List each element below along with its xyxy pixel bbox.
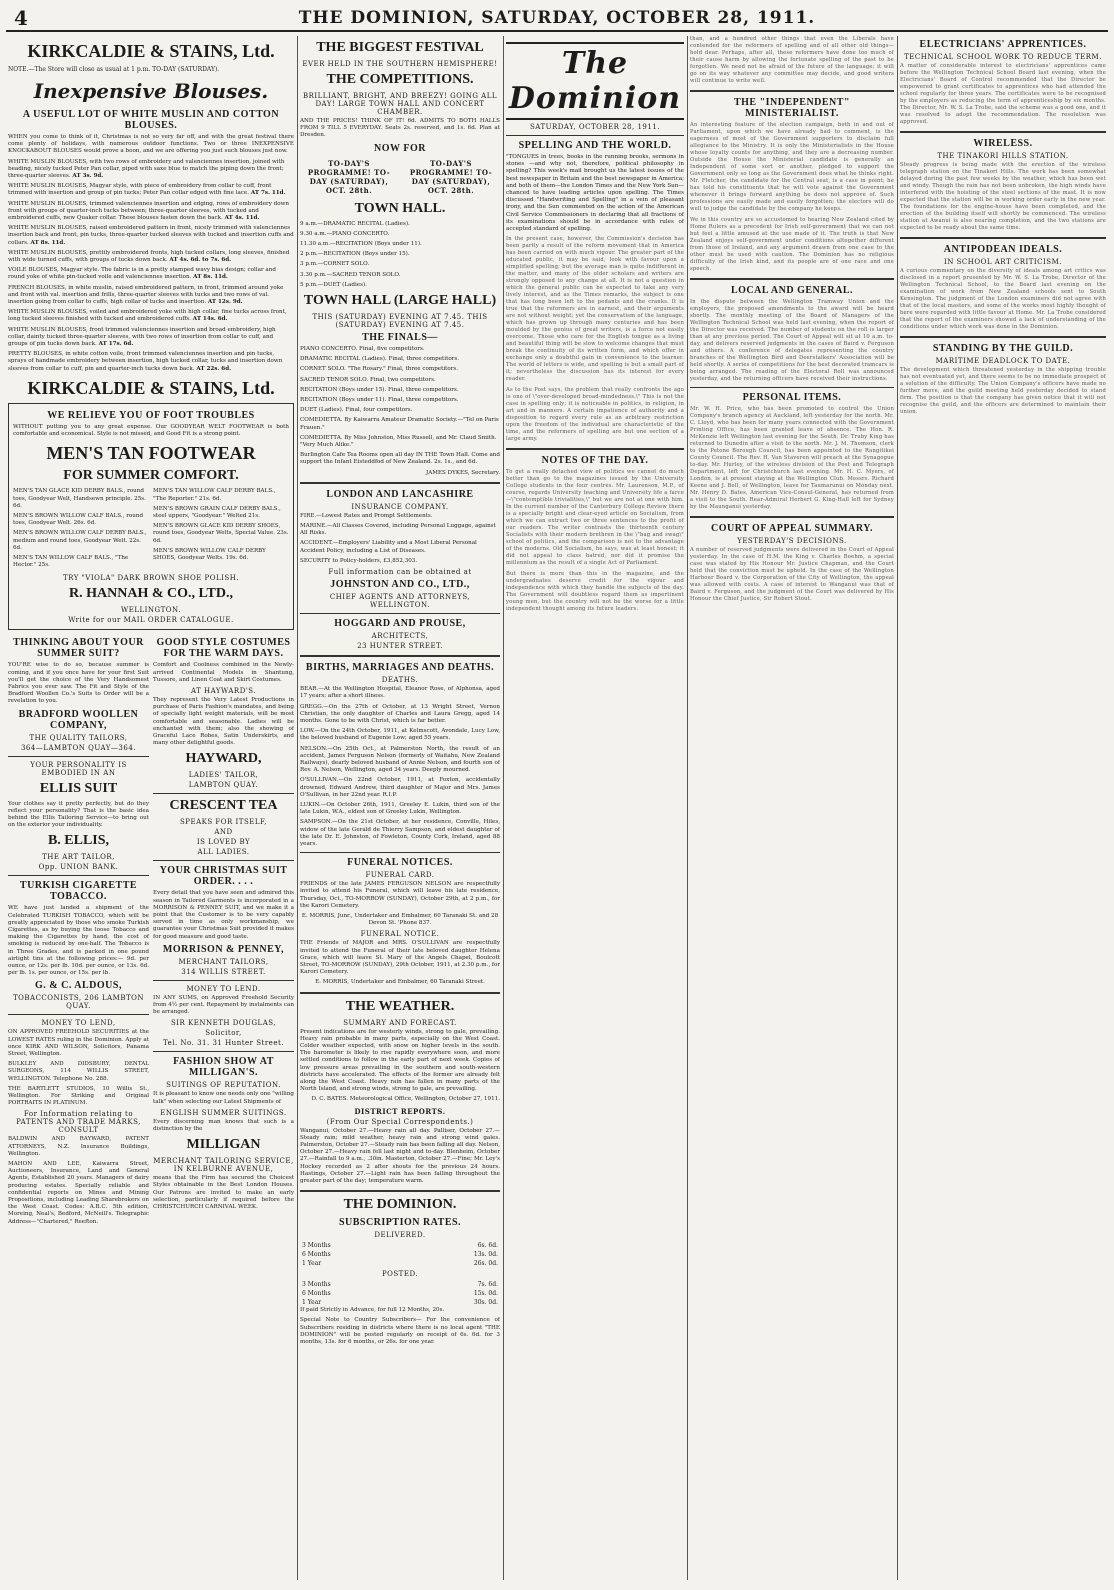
money-lend-text: ON APPROVED FREEHOLD SECURITIES at the LOWEST RATES ruling in the Dominion. Apply at once KIRK AND WILSON, Solicitors, Panama Street, Wellington. xyxy=(8,1029,149,1057)
special-note: Special Note to Country Subscribers— For the convenience of Subscribers residing in districts where there is no local agent "THE DOMINION" will be posted regularly on receipt of 6s. 6d. for 3 months, 13s. for 6 months, or 26s. for one year. xyxy=(300,1317,500,1346)
festival-heading: THE BIGGEST FESTIVAL xyxy=(316,40,484,55)
finals-item: COMEDIETTA. By Kaiwarra Amateur Dramatic Society.—"Tel on Paris Frauen." xyxy=(300,417,499,431)
table-row: 3 Months 7s. 6d. xyxy=(302,1281,498,1289)
antipodean-heading: ANTIPODEAN IDEALS. xyxy=(943,244,1063,255)
table-row: 6 Months 15s. 0d. xyxy=(302,1290,498,1298)
baldwin-text: BALDWIN AND RAYWARD, PATENT ATTORNEYS, N.Z. Insurance Buildings, Wellington. xyxy=(8,1136,149,1157)
table-row: 1 Year 30s. 0d. xyxy=(302,1299,498,1307)
personal-body: Mr. W. H. Price, who has been promoted to control the Union Company's branch agency at Auckland, left yesterday for the north. Mr. C. Lloyd, who has been for many years connected with the Government Printing Office, has been granted leave of absence. The Hon. R. McKenzie left Wellington last evening for the South. Dr. Truby King has returned to Dunedin after a visit to the north. Mr. J. M. Thomson, clerk to the Petone Borough Council, has been appointed to the Rangitikei County Council. The Rev. H. Van Staveren will preach at the Synagogue to-day. Mr. Hurley, of the wireless division of the Post and Telegraph Department, left for Christchurch last evening. Mr. H. C. Myers, of London, is at present staying at the Wellington Club. Messrs. Richard Keene and J. Bell, of Wellington, leave for Taumarunui on Monday next. Mr. Henry D. Bates, American Vice-Consul-General, has returned from a visit to the South. Rear-Admiral Herbert G. King-Hall left for Sydney by the Maunganui yesterday. xyxy=(690,406,894,510)
good-style-text: Comfort and Coolness combined in the Newly-arrived Continental Models in Shantung, Tussore, and Linen Coat and Skirt Costumes. xyxy=(153,662,294,683)
today-right: TO-DAY'S PROGRAMME! TO-DAY (SATURDAY), OCT. 28th. xyxy=(409,158,493,195)
festival-sub: EVER HELD IN THE SOUTHERN HEMISPHERE! xyxy=(302,60,498,68)
shoe-item: MEN'S TAN GLACE KID DERBY BALS., round toes, Goodyear Welt, Handsewn principle. 25s. 6d. xyxy=(13,488,146,509)
district-sub: (From Our Special Correspondents.) xyxy=(326,1117,474,1126)
blouse-item xyxy=(8,309,294,323)
town-hall2-heading: TOWN HALL (LARGE HALL) xyxy=(303,293,497,309)
crescent-line: ALL LADIES. xyxy=(197,848,250,857)
blouse-price: AT 7s. 11d. xyxy=(250,190,286,197)
electricians-body: A matter of considerable interest to electricians' apprentices came before the Wellington Technical School Board last evening, when the Electricians' Board of Control recommended that the Director be empowered to grant certificates to apprentices who had attended the school regularly for three years. The certificates were to be recognised by the employers as reducing the term of apprenticeship by six months. The Director, Mr. W. S. La Trobe, said the scheme was a good one, and it was resolved to adopt the recommendation. The resolution was approved. xyxy=(900,63,1106,125)
today-left: TO-DAY'S PROGRAMME! TO-DAY (SATURDAY), OCT. 28th. xyxy=(307,158,391,195)
blouse-item xyxy=(8,285,294,307)
blouses-subheading: A USEFUL LOT OF WHITE MUSLIN AND COTTON BLOUSES. xyxy=(22,109,280,131)
death-notice: O'SULLIVAN.—On 22nd October, 1911, at Foxton, accidentally drowned, Edward Andrew, third daughter of Major and Mrs. James O'Sullivan, in her 22nd year. R.I.P. xyxy=(300,777,500,798)
finals-item: DRAMATIC RECITAL (Ladies). Final, three competitors. xyxy=(300,356,460,363)
standing-sub: MARITIME DEADLOCK TO DATE. xyxy=(935,357,1071,365)
town-hall-item: 9 a.m.—DRAMATIC RECITAL (Ladies). xyxy=(300,220,410,227)
column-rule xyxy=(297,36,298,1580)
blouse-desc: WHITE MUSLIN BLOUSES, prettily embroidered fronts, high tucked collars, long sleeves, finished with wide turned cuffs, with groups of tucks down back. xyxy=(8,249,290,264)
milligan-name: MILLIGAN xyxy=(186,1137,261,1153)
fashion-text: It is pleasant to know one needs only one "willing talk" when selecting our Latest Shipments of xyxy=(153,1091,294,1105)
good-style-heading: GOOD STYLE COSTUMES FOR THE WARM DAYS. xyxy=(156,637,291,660)
weather-sub: SUMMARY AND FORECAST. xyxy=(343,1018,457,1027)
dominion-heading: THE DOMINION. xyxy=(343,1197,457,1213)
blouse-item xyxy=(8,183,294,197)
district-heading: DISTRICT REPORTS. xyxy=(354,1106,446,1116)
london-item: ACCIDENT.—Employers' Liability and a Most Liberal Personal Accident Policy, including a List of Diseases. xyxy=(300,540,477,554)
deaths-label: DEATHS. xyxy=(381,676,419,685)
town-hall-item: 5 p.m.—DUET (Ladies). xyxy=(300,281,367,288)
patents-heading: For Information relating to PATENTS AND TRADE MARKS, CONSULT xyxy=(16,1110,141,1135)
aldous-address: TOBACCONISTS, 206 LAMBTON QUAY. xyxy=(12,994,145,1011)
ellis-suit: ELLIS SUIT xyxy=(39,780,118,796)
column-advertisements-left xyxy=(8,36,294,1582)
finals-list xyxy=(300,346,500,449)
personal-heading: PERSONAL ITEMS. xyxy=(742,392,842,403)
hannah-city: WELLINGTON. xyxy=(121,606,181,615)
town-hall-item: 11.30 a.m.—RECITATION (Boys under 11). xyxy=(300,241,422,248)
tobacco-text: WE have just landed a shipment of the Celebrated TURKISH TOBACCO, which will be greatly appreciated by those who smoke Turkish Cigarettes, as by buying the loose Tobacco and making the Cigarettes by hand, the cost of smoking is reduced by one-half. The Tobacco is in Three Grades, and is packed in one pound airtight tins at the following prices:— 9d. per ounce, or 12s. per lb. 10d. per ounce, or 13s. 6d. per lb. 1s. per ounce, or 15s. per lb. xyxy=(8,905,149,977)
fashion-sub: SUITINGS OF REPUTATION. xyxy=(166,1081,281,1090)
town-hall-item: 3 p.m.—CORNET SOLO. xyxy=(300,261,370,268)
appeal-heading: COURT OF APPEAL SUMMARY. xyxy=(710,523,874,534)
weather-heading: THE WEATHER. xyxy=(345,998,455,1014)
funeral-2-signature: E. MORRIS, Undertaker and Embalmer, 60 Taranaki Street. xyxy=(315,979,485,986)
antipodean-body: A curious commentary on the diversity of ideals among art critics was disclosed in a report presented by Mr. W. S. La Trobe, Director of the Wellington Technical School, to the Board last evening on the examination of work from New Zealand schools sent to South Kensington. The judgment of the London examiners did not agree with that of the local masters, and some of the works most highly thought of here were regarded with little favour at Home. Mr. La Trobe considered that the report of the examiners showed a lack of understanding of the conditions under which work was done in the Dominion. xyxy=(900,268,1106,330)
finals-item: RECITATION (Boys under 15). Final, three competitors. xyxy=(300,386,459,393)
death-notice: LOW.—On the 24th October, 1911, at Kelmscott, Avondale, Lucy Low, the beloved husband of Eugenie Low; aged 55 years. xyxy=(300,728,500,742)
electricians-sub: TECHNICAL SCHOOL WORK TO REDUCE TERM. xyxy=(904,53,1102,61)
blouse-desc: FRENCH BLOUSES, in white muslin, raised embroidered pattern, in front, trimmed around yoke and front with val. insertion and frills, three-quarter sleeves with tucks and two rows of val. insertion going from collar to cuffs, high collar of tucks and insertion. xyxy=(8,284,284,306)
blouse-price: AT 8s. 11d. xyxy=(30,239,66,246)
blouse-price: AT 4s. 6d. to 7s. 6d. xyxy=(169,257,232,264)
table-row: 6 Months 13s. 0d. xyxy=(302,1251,498,1259)
column-rule xyxy=(503,36,504,1580)
funeral-notice-1: FRIENDS of the late JAMES FERGUSON NELSON are respectfully invited to attend his Funeral, which will leave his late residence, Thursday, Oct., TO-MORROW (SUNDAY), October 29th, at 2 p.m., for the Karori Cemetery. xyxy=(300,881,500,909)
death-notice: SAMPSON.—On the 21st October, at her residence, Conville, Hiles, widow of the late Gerald de Thierry Sampson, and eldest daughter of the late Dr. E. Johnston, of Fowleton, County Cork, Ireland, aged 88 years. xyxy=(300,819,500,847)
hannah-name: R. HANNAH & CO., LTD., xyxy=(69,586,233,602)
district-text: Wanganui, October 27.—Heavy rain all day. Palliser, October 27.—Steady rain; mild weather, heavy rain and strong wind gales. Palmerston, October 27.—Steady rain has been falling all day. Nelson, October 27.—Heavy rain fell last night and to-day. Blenheim, October 27.—Rainfall to 9 a.m., .30in. Masterton, October 27.—Fine; Mr. Ley's Hockey recorded as 2 after shouts for the previous 24 hours. Hastings, October 27.—Light rain has been falling throughout the greater part of the day; temperature warm. xyxy=(300,1127,500,1185)
johnston-name: JOHNSTON AND CO., LTD., xyxy=(330,579,470,591)
blouses-heading: Inexpensive Blouses. xyxy=(33,79,269,103)
finals-heading: THE FINALS— xyxy=(362,332,438,344)
mens-tan-heading: MEN'S TAN FOOTWEAR xyxy=(46,443,256,464)
town-hall-item: 3.30 p.m.—SACRED TENOR SOLO. xyxy=(300,271,401,278)
milligan-sub: MERCHANT TAILORING SERVICE, IN KELBURNE AVENUE, xyxy=(153,1157,294,1174)
blouse-price: AT 14s. 6d. xyxy=(192,316,228,323)
blouse-price: AT 3s. 9d. xyxy=(72,173,104,180)
blouse-desc: WHITE MUSLIN BLOUSES, front trimmed valenciennes insertion and broad embroidery, high collar, dainty tucked three-quarter sleeves, with two rows of insertion from collar to cuff, and groups of pin tucks down back. xyxy=(8,326,276,348)
antipodean-sub: IN SCHOOL ART CRITICISM. xyxy=(944,258,1062,266)
news-body: than, and a hundred other things that even the Liberals have contended for the reformers of spelling and of all other old things—hold dear. Perhaps, after all, these reformers have done too much of their cause harm by allowing the fortunate spelling of the past to be forgotten. We need not be afraid of the future of the language; it will go on its way whatever any committee may decide, and good writers will continue to write well. xyxy=(690,36,894,84)
column-rule xyxy=(897,36,898,1580)
column-news-right xyxy=(900,36,1106,1582)
hayward-sub: LADIES' TAILOR, xyxy=(188,771,259,780)
douglas-address: Tel. No. 31. 31 Hunter Street. xyxy=(162,1039,285,1048)
delivered-label: DELIVERED. xyxy=(374,1231,426,1240)
table-row: 3 Months 6s. 6d. xyxy=(302,1242,498,1250)
blouse-desc: WHITE MUSLIN BLOUSES, voiled and embroidered yoke with high collar, fine tucks across front, long tucked sleeves finished with tucked and embroidered cuffs. xyxy=(8,309,287,323)
london-info: Full information can be obtained at xyxy=(328,568,472,577)
bradford-sub: THE QUALITY TAILORS, xyxy=(29,733,128,742)
subscription-heading: SUBSCRIPTION RATES. xyxy=(338,1217,462,1229)
shoe-item: MEN'S TAN WILLOW CALF DERBY BALS., "The Reporter." 21s. 6d. xyxy=(153,488,276,502)
editorial-body: In the present case, however, the Commission's decision has been partly a result of the reform movement that in America has been carried on with much vigour. The greater part of the educated public, it may be said, look with favour upon a simplified spelling; but the average man is quite indifferent in the matter, and many of the older scholars and writers are strongly opposed to any change at all. It is not a question in which the general public can be expected to take any very lively interest, and as the Times remarks, the subject is one that has long been left to the pedants and the cranks. It is true that the reformers are in earnest, and their arguments are not without weight; yet the conservatism of the language, which has grown up through many centuries and has been moulded by the genius of great writers, is a force not easily overcome. Those who care for the English tongue as a living and beautiful thing will be slow to welcome changes that must break the continuity of its written form, and which offer in exchange only a doubtful gain in convenience to the learner. The world of letters is wide, and spelling is but a small part of it; nevertheless the discussion has its interest for every reader. xyxy=(506,236,684,383)
posted-rates-table xyxy=(300,1280,500,1307)
buckley-text: BULKLEY AND DIDSBURY, DENTAL SURGEONS, 114 WILLIS STREET, WELLINGTON. Telephone No. 288. xyxy=(8,1061,149,1082)
funeral-notice-2: THE Friends of MAJOR and MRS. O'SULLIVAN are respectfully invited to attend the Funeral of their late beloved daughter Helena Grace, which will leave St. Mary of the Angels Chapel, Boulcott Street, TO-MORROW (SUNDAY), 29th October, 1911, at 2.30 p.m., for Karori Cemetery. xyxy=(300,940,500,976)
foot-intro: WITHOUT putting you to any great expense. Our GOODYEAR WELT FOOTWEAR is both comfortable and economical. Style is not missed, and Good Fit is a strong point. xyxy=(13,423,289,438)
appeal-sub: YESTERDAY'S DECISIONS. xyxy=(737,537,847,545)
funeral-heading: FUNERAL NOTICES. xyxy=(347,857,453,869)
independent-heading: THE "INDEPENDENT" MINISTERIALIST. xyxy=(733,97,850,119)
blouse-price: AT 22s. 6d. xyxy=(196,365,232,372)
shoe-item: MEN'S BROWN GRAIN CALF DERBY BALS., steel uppers, "Goodyear." Welted 21s. xyxy=(153,505,281,519)
hayward-at: AT HAYWARD'S. xyxy=(190,686,257,695)
blouse-price: AT 12s. 9d. xyxy=(207,299,243,306)
competitions-sub: BRILLIANT, BRIGHT, AND BREEZY! GOING ALL DAY! LARGE TOWN HALL AND CONCERT CHAMBER. xyxy=(302,92,498,116)
hayward-address: LAMBTON QUAY. xyxy=(188,781,259,790)
london-sub: INSURANCE COMPANY. xyxy=(351,502,449,511)
johnston-sub: CHIEF AGENTS AND ATTORNEYS, WELLINGTON. xyxy=(329,593,471,610)
masthead xyxy=(6,6,1108,32)
milligan-text: means that the Firm has secured the Choicest Styles obtainable in the Best London Houses. Our Patrons are invited to make an early selection, particularly if required before the CHRISTCHURCH CARNIVAL WEEK. xyxy=(153,1175,294,1211)
paid-advance: If paid Strictly in Advance, for full 12 Months, 20s. xyxy=(300,1307,445,1314)
local-body: In the dispute between the Wellington Tramway Union and the employers, the proposed amendments to the award will be heard shortly. The monthly meeting of the Board of Managers of the Wellington Technical School was held last evening, when the report of the Director was received. The number of students on the roll is larger than at any previous period. The Court of Appeal will sit at 10 a.m. to-day, and delivers reserved judgments in the cases of Baird v. Ferguson and others. A conference of delegates representing the country branches of the Wellington Bird and Deerstalkers' Association will be held shortly. A series of competitions for the best decorated tramcars is being arranged. The reading of the Electoral Roll was announced yesterday, and the returning officers have received their instructions. xyxy=(690,299,894,382)
summer-suit-heading: THINKING ABOUT YOUR SUMMER SUIT? xyxy=(13,637,144,660)
deaths-list xyxy=(300,686,500,848)
fashion-heading: FASHION SHOW AT MILLIGAN'S. xyxy=(173,1056,274,1079)
hoggard-name: HOGGARD AND PROUSE, xyxy=(334,618,466,630)
crescent-line: IS LOVED BY xyxy=(196,838,251,847)
masthead-title: THE DOMINION, SATURDAY, OCTOBER 28, 1911. xyxy=(298,8,816,28)
ellis-sub: THE ART TAILOR, xyxy=(42,853,115,862)
column-festival-notices xyxy=(300,36,500,1582)
blouse-item xyxy=(8,250,294,264)
money2-heading: MONEY TO LEND. xyxy=(186,984,261,993)
hoggard-address: 23 HUNTER STREET. xyxy=(357,642,443,651)
blouse-desc: WHITE MUSLIN BLOUSES, trimmed valenciennes insertion and edging, rows of embroidery down front with groups of quarter-inch tucks between; three-quarter sleeves, with tucked and embroidered cuffs, new Quaker collar. These blouses fasten down the back. xyxy=(8,200,290,222)
shoe-item: MEN'S TAN WILLOW CALF BALS., "The Hector." 25s. xyxy=(13,554,129,569)
shoe-item: MEN'S BROWN WILLOW CALF DERBY SHOES, Goodyear Welts. 19s. 6d. xyxy=(153,547,266,561)
blouse-item xyxy=(8,201,294,223)
blouse-price: AT 8s. 11d. xyxy=(193,274,228,281)
standing-heading: STANDING BY THE GUILD. xyxy=(932,343,1074,354)
burlington-signature: JAMES DYKES, Secretary. xyxy=(425,469,500,476)
lower-ads-right xyxy=(153,634,294,1229)
wireless-heading: WIRELESS. xyxy=(973,138,1033,149)
death-notice: NELSON.—On 25th Oct., at Palmerston North, the result of an accident, James Ferguson Nelson (formerly of Waitahu, New Zealand Railways), dearly beloved husband of Annie Nelson, and fourth son of Rev. A. Nelson, Wellington, aged 34 years. Deeply mourned. xyxy=(300,745,500,774)
footwear-ad xyxy=(8,403,294,630)
crescent-line: AND xyxy=(214,828,233,837)
kirkcaldie-title: KIRKCALDIE & STAINS, Ltd. xyxy=(27,41,275,61)
competitions-text: AND THE PRICES! THINK OF IT! 6d. ADMITS TO BOTH HALLS FROM 9 TILL 5 EVERYDAY. Seats 2s. reserved, and 1s. 6d. Plan at Dresden. xyxy=(300,118,500,139)
blouse-item xyxy=(8,159,294,181)
spelling-paragraph: "TONGUES in trees, books in the running brooks, sermons in stones —and why not, therefore, political philosophy in spelling? This week's mail brought us the latest issues of the best newspaper in Britain and the best newspaper in America; and both of them—the London Times and the New York Sun—chanced to have leading articles upon spelling. The Times discussed "Handwriting and Spelling" in a vein of pleasant irony, and the Sun commented on the action of the American Civil Service Commissioners in declaring that all fractions of its examinations should be in accordance with rules of accepted standard of spelling. xyxy=(506,154,684,233)
funeral-card: FUNERAL CARD. xyxy=(365,871,435,880)
bartlett-text: THE BARTLETT STUDIOS, 10 Willis St., Wellington. For Striking and Original PORTRAITS IN PLATINUM. xyxy=(8,1085,149,1107)
weather-text: Present indications are for westerly winds, strong to gale, prevailing. Heavy rain probable in many parts, especially on the West Coast. Colder weather expected, with snow on higher levels in the south. The barometer is likely to rise rapidly everywhere soon, and more settled conditions to follow in the early part of next week. Copies of low pressure areas prevailing in the southern and south-western districts have accelerated. The effects of the former are already felt along the West Coast. Heavy rain has fallen in many parts of the North Island, and strong winds, strong to gale, are prevailing. xyxy=(300,1028,500,1093)
money-lend-heading: MONEY TO LEND, xyxy=(41,1019,116,1028)
births-heading: BIRTHS, MARRIAGES AND DEATHS. xyxy=(305,662,495,674)
lower-ads xyxy=(8,634,294,1229)
hannah-catalogue: Write for our MAIL ORDER CATALOGUE. xyxy=(68,616,234,625)
editorial-body: As to the Post says, the problem that really confronts the ago is one of \"over-developed broad-mindedness.\" This is not the case in spelling only; it is noticeable in politics, in religion, in art and in manners. A certain impatience of authority and a disposition to regard every rule as an arbitrary restriction upon the freedom of the individual are characteristic of the time, and the reformers of spelling are but one section of a large army. xyxy=(506,387,684,443)
finals-item: PIANO CONCERTO. Final, five competitors. xyxy=(300,346,425,353)
weather-signature: D. C. BATES. Meteorological Office, Wellington, October 27, 1911. xyxy=(311,1096,500,1103)
shoe-item: MEN'S BROWN GLACE KID DERBY SHOES, round toes, Goodyear Welts, Special Value. 23s. 6d. xyxy=(153,523,289,544)
spelling-heading: SPELLING AND THE WORLD. xyxy=(518,140,672,151)
morrison-name: MORRISON & PENNEY, xyxy=(162,943,285,955)
town-hall-heading: TOWN HALL. xyxy=(354,200,446,216)
wireless-body: Steady progress is being made with the erection of the wireless telegraph station on the Tinakori Hills. The work has been somewhat delayed during the past few weeks by the weather, which has been wet and windy. Though the rain has not been unbroken, the high winds have interfered with the hoisting of the steel sections of the mast. It is now expected that the station will be in working order early in the new year. The foundations for the engine-house have been completed, and the erection of the building itself will shortly be commenced. The wireless station at Awanui is also nearing completion, and the two stations are expected to be ready about the same time. xyxy=(900,162,1106,231)
blouse-desc: PRETTY BLOUSES, in white cotton voile, front trimmed valenciennes insertion and pin tucks, sprays of handmade embroidery between insertion, high tucked collar, tucks and insertion down sleeves from collar to cuff, pin and quarter-inch tucks down back. xyxy=(8,351,283,372)
summer-comfort-heading: FOR SUMMER COMFORT. xyxy=(63,468,239,484)
independent-body: We in this country are so accustomed to hearing New Zealand cited by Home Rulers as a precedent for Irish self-government that we can not but feel a little amused at the use made of it. The truth is that New Zealand enjoys self-government under conditions altogether different from those of Ireland, and any argument drawn from one case to the other must be used with caution. The Dominion has no religious difficulty of the Irish kind, and its people are of one race and one speech. xyxy=(690,217,894,272)
morrison-sub: MERCHANT TAILORS, xyxy=(178,957,269,966)
english-suitings: ENGLISH SUMMER SUITINGS. xyxy=(160,1108,287,1117)
blouse-item xyxy=(8,327,294,349)
independent-body: An interesting feature of the election campaign, both in and out of Parliament, upon which we have already had to comment, is the eagerness of most of the Government supporters to disclaim full allegiance to the Ministry. It is only the Ministerialists in the House whose loyalty counts for anything, and they are a decreasing number. Outside the House the Ministerial candidate is generally an Independent of some sort or another, pledged to support the Government only so long as the Government does what he thinks right. Mr. Fletcher, the candidate for the Central seat, is a case in point; he has told his constituents that he will vote against the Government whenever it brings forward anything he does not approve of. Such professions are easily made and easily forgotten; the electors will do well to judge the candidate by the company he keeps. xyxy=(690,122,894,212)
today-programmes xyxy=(300,157,500,197)
blouse-price: AT 4s. 11d. xyxy=(224,215,260,222)
editorial-dateline: SATURDAY, OCTOBER 28, 1911. xyxy=(529,123,660,131)
blouse-desc: WHITE MUSLIN BLOUSES, with two rows of embroidery and valenciennes insertion, joined with beading, nicely tucked Peter Pan collar, piped with saxe blue to match the piping down the front; three-quarter sleeves. xyxy=(8,158,285,180)
electricians-heading: ELECTRICIANS' APPRENTICES. xyxy=(919,39,1087,50)
column-news xyxy=(690,36,894,1582)
christmas-text: Every detail that you have seen and admired this season in Tailored Garments is incorporated in a MORRISON & PENNEY SUIT, and we make it a point that the Customer is to be very capably served in time as only workmanship, we guarantee your Christmas Suit provided it makes for good measure and good taste. xyxy=(153,890,294,940)
morrison-address: 314 WILLIS STREET. xyxy=(181,967,266,976)
money2-text: IN ANY SUMS, on Approved Freehold Security from 4½ per cent. Repayment by instalments can be arranged. xyxy=(153,994,294,1016)
local-heading: LOCAL AND GENERAL. xyxy=(730,285,854,296)
london-heading: LONDON AND LANCASHIRE xyxy=(326,488,474,500)
death-notice: LUKIN.—On October 26th, 1911, Greeley E. Lukin, third son of the late Lukin, W.A., eldest son of Greeley Lukin, Wellington. xyxy=(300,801,500,816)
shoe-lists xyxy=(13,488,289,572)
kirkcaldie-note: NOTE.—The Store will close as usual at 1 p.m. TO-DAY (SATURDAY). xyxy=(8,66,220,73)
kirkcaldie-footer: KIRKCALDIE & STAINS, Ltd. xyxy=(27,377,275,398)
hayward-name: HAYWARD, xyxy=(185,751,262,767)
town-hall-item: 2 p.m.—RECITATION (Boys under 15). xyxy=(300,251,410,258)
bradford-address: 364—LAMBTON QUAY—364. xyxy=(20,743,137,752)
blouse-price: AT 17s. 6d. xyxy=(98,341,134,348)
personality-heading: YOUR PERSONALITY IS EMBODIED IN AN xyxy=(30,760,127,777)
funeral-1-signature: E. MORRIS, Junr., Undertaker and Embalmer, 60 Taranaki St. and 28 Devon St. 'Phone 837. xyxy=(301,912,499,927)
appeal-body: A number of reserved judgments were delivered in the Court of Appeal yesterday. In the case of H.M. the King v. Charles Boehm, a special case was stated by His Honour Mr. Justice Chapman, and the Court held that the conviction must be upheld. In the case of the Wellington Harbour Board v. the Corporation of the City of Wellington, the appeal was allowed with costs. A case of interest to Wanganui was that of Baird v. Ferguson, and the judgment of the Court was delivered by His Honour the Chief Justice, Sir Robert Stout. xyxy=(690,547,894,602)
aldous-name: G. & C. ALDOUS, xyxy=(35,980,122,992)
finals-item: RECITATION (Boys under 11). Final, three competitors. xyxy=(300,397,459,404)
london-item: FIRE.—Lowest Rates and Prompt Settlements. xyxy=(300,512,433,519)
blouse-item xyxy=(8,351,294,373)
summer-suit-text: YOU'RE wise to do so, because summer is coming, and if you once have for your first Suit you'll get the choice of the Very Handsomest Fabrics you ever saw. The Fit and Style of the Bradford Woollen Co.'s Suits to Order will be a revelation to you. xyxy=(8,662,149,705)
now-for: NOW FOR xyxy=(374,142,426,154)
town-hall-item: 9.30 a.m.—PIANO CONCERTO. xyxy=(300,230,390,237)
ellis-text: Your clothes say it pretty perfectly, but do they reflect your personality? That is the basic idea behind the Ellis Tailoring Service—to bring out on the exterior your individuality. xyxy=(8,800,149,829)
viola-line: TRY "VIOLA" DARK BROWN SHOE POLISH. xyxy=(62,574,240,583)
ellis-name: B. ELLIS, xyxy=(47,833,110,849)
notes-body: But there is more than this in the magazine, and the undergraduates deserve credit for the vigour and independence with which they handle the subjects of the day. The Government will doubtless regard them as impertinent young men, but the country will not be the worse for a little independent thought among its future leaders. xyxy=(506,571,684,613)
tobacco-heading: TURKISH CIGARETTE TOBACCO. xyxy=(19,880,138,903)
notes-body: To get a really detached view of politics we cannot do much better than go to the magazines issued by the University College students in the four centres. Mr. Laurenson, M.P., of course, regards University teaching and University life a farce—\"contemptible trivialities,\" but we are not at one with him. In the current number of the Canterbury College Review there is a specially bright and clear-eyed article on Socialism, from which we can extract two or three sentences to the profit of our readers. The writer contrasts the thirteenth century Socialists with their modern brethren in the \"bag and swag\" school of politics, and the comparison is not to the advantage of the moderns. Old Socialism, he says, was at least honest; it did not appeal to class hatred, nor did it promise the millennium as the result of a single Act of Parliament. xyxy=(506,469,684,567)
bradford-name: BRADFORD WOOLLEN COMPANY, xyxy=(18,708,139,731)
shoe-item: MEN'S BROWN WILLOW CALF DERBY BALS., medium and round toes, Goodyear Welt. 22s. 6d. xyxy=(13,530,147,551)
shoe-list-left xyxy=(13,488,149,572)
notes-heading: NOTES OF THE DAY. xyxy=(541,455,649,467)
town-hall-list xyxy=(300,221,500,289)
hayward-text: They represent the Very Latest Productions in purchase of Paris Fashion's mandates, and being of specially light weight materials, will be most comfortable and seasonable. Ladies will be enchanted with them; also the showing of Graceful Lace Robes, Satin Underskirts, and many other delightful goods. xyxy=(153,696,294,747)
foot-heading: WE RELIEVE YOU OF FOOT TROUBLES xyxy=(47,409,255,421)
blouses-intro: WHEN you come to think of it, Christmas is not so very far off, and with the great festival there come plenty of holidays, with numerous outdoor functions. Two or three INEXPENSIVE KNOCKABOUT BLOUSES would prove a boon, and we are offering you just such blouses just now. xyxy=(8,134,294,155)
page-number: 4 xyxy=(14,6,28,30)
death-notice: GREGG.—On the 27th of October, at 13 Wright Street, Vernon Christian, the only daughter of Charles and Laura Gregg, aged 14 months. Gone to be with Christ, which is far better. xyxy=(300,703,500,724)
london-item: SECURITY to Policy-holders, £3,852,303. xyxy=(300,557,418,564)
burlington-text: Burlington Cafe Tea Rooms open all day IN THE Town Hall. Come and support the Infant Eisteddfod of New Zealand. 2s. 1s., and 6d. xyxy=(300,452,500,466)
wireless-sub: THE TINAKORI HILLS STATION. xyxy=(937,152,1069,160)
blouse-list xyxy=(8,159,294,373)
blouse-desc: VOILE BLOUSES, Magyar style. The fabric is in a pretty stamped wavy bias design; collar and round yoke of white pin-tucked voile and valenciennes insertion. xyxy=(8,267,276,281)
delivered-rates-table xyxy=(300,1241,500,1268)
table-row: 1 Year 26s. 0d. xyxy=(302,1260,498,1268)
blouse-item xyxy=(8,225,294,247)
competitions-heading: THE COMPETITIONS. xyxy=(326,72,474,87)
mahon-text: MAHON AND LEE, Kaiwarra Street, Auctioneers, Insurance, Land and General Agents, Established 20 years. Managers of dairy producing estates. Specially reliable and confidential reports on Mines and Mining Propositions, including Leading Sharebrokers on the West Coast. Codes: A.B.C. 5th edition, Moreing, Neal's, Bedford, McNeill's. Telegraphic Address—"Chartered," Reefton. xyxy=(8,1161,149,1225)
posted-label: POSTED. xyxy=(381,1270,419,1279)
shoe-list-right xyxy=(153,488,289,572)
crescent-line: SPEAKS FOR ITSELF, xyxy=(180,818,267,827)
death-notice: BEAR.—At the Wellington Hospital, Eleanor Rose, of Alphonsa, aged 17 years; after a short illness. xyxy=(300,686,500,700)
finals-item: CORNET SOLO. "The Rosary." Final, three competitors. xyxy=(300,366,459,373)
christmas-heading: YOUR CHRISTMAS SUIT ORDER. . . . xyxy=(159,865,288,888)
douglas-sub: Solicitor, xyxy=(205,1029,242,1038)
this-evening: THIS (SATURDAY) EVENING AT 7.45. THIS (SATURDAY) EVENING AT 7.45. xyxy=(312,313,488,330)
ellis-address: Opp. UNION BANK. xyxy=(38,863,119,872)
column-editorial xyxy=(506,36,684,1582)
finals-item: COMEDIETTA. By Miss Johnston, Miss Russell, and Mr. Claud Smith. "Very Much Alike." xyxy=(300,434,497,449)
hoggard-sub: ARCHITECTS, xyxy=(371,632,429,641)
standing-body: The development which threatened yesterday in the shipping trouble has not eventuated yet, and there seems to be no immediate prospect of a solution of the difficulty. The Union Company's officers have made no further move, and the guild meeting held yesterday decided to stand firm. The position is that the company has given notice that it will not recognise the guild, and the officers are determined to maintain their union. xyxy=(900,367,1106,415)
douglas-name: SIR KENNETH DOUGLAS, xyxy=(170,1019,277,1028)
london-item: MARINE.—All Classes Covered, including Personal Luggage, against All Risks. xyxy=(300,523,496,537)
finals-item: DUET (Ladies). Final, four competitors. xyxy=(300,407,413,414)
fashion-text2: Every discerning man knows that such is a distinction by the xyxy=(153,1118,294,1132)
blouse-desc: WHITE MUSLIN BLOUSES, Magyar style, with piece of embroidery from collar to cuff, front trimmed with insertion and group of pin tucks; Peter Pan collar edged with fine lace. xyxy=(8,183,272,197)
dominion-logo: The Dominion xyxy=(506,42,684,120)
finals-item: SACRED TENOR SOLO. Final, two competitors. xyxy=(300,376,436,383)
lower-ads-left xyxy=(8,634,149,1229)
blouse-desc: WHITE MUSLIN BLOUSES, raised embroidered pattern in front, nicely trimmed with valenciennes insertion back and front, pin tucks, three-quarter tucked sleeves with tucked and insertion cuffs and collars. xyxy=(8,225,294,246)
shoe-item: MEN'S BROWN WILLOW CALF BALS., round toes, Goodyear Welt. 26s. 6d. xyxy=(13,512,144,527)
column-rule xyxy=(687,36,688,1580)
crescent-heading: CRESCENT TEA xyxy=(169,798,278,814)
funeral-notice-heading: FUNERAL NOTICE. xyxy=(360,930,440,939)
blouse-item xyxy=(8,267,294,281)
